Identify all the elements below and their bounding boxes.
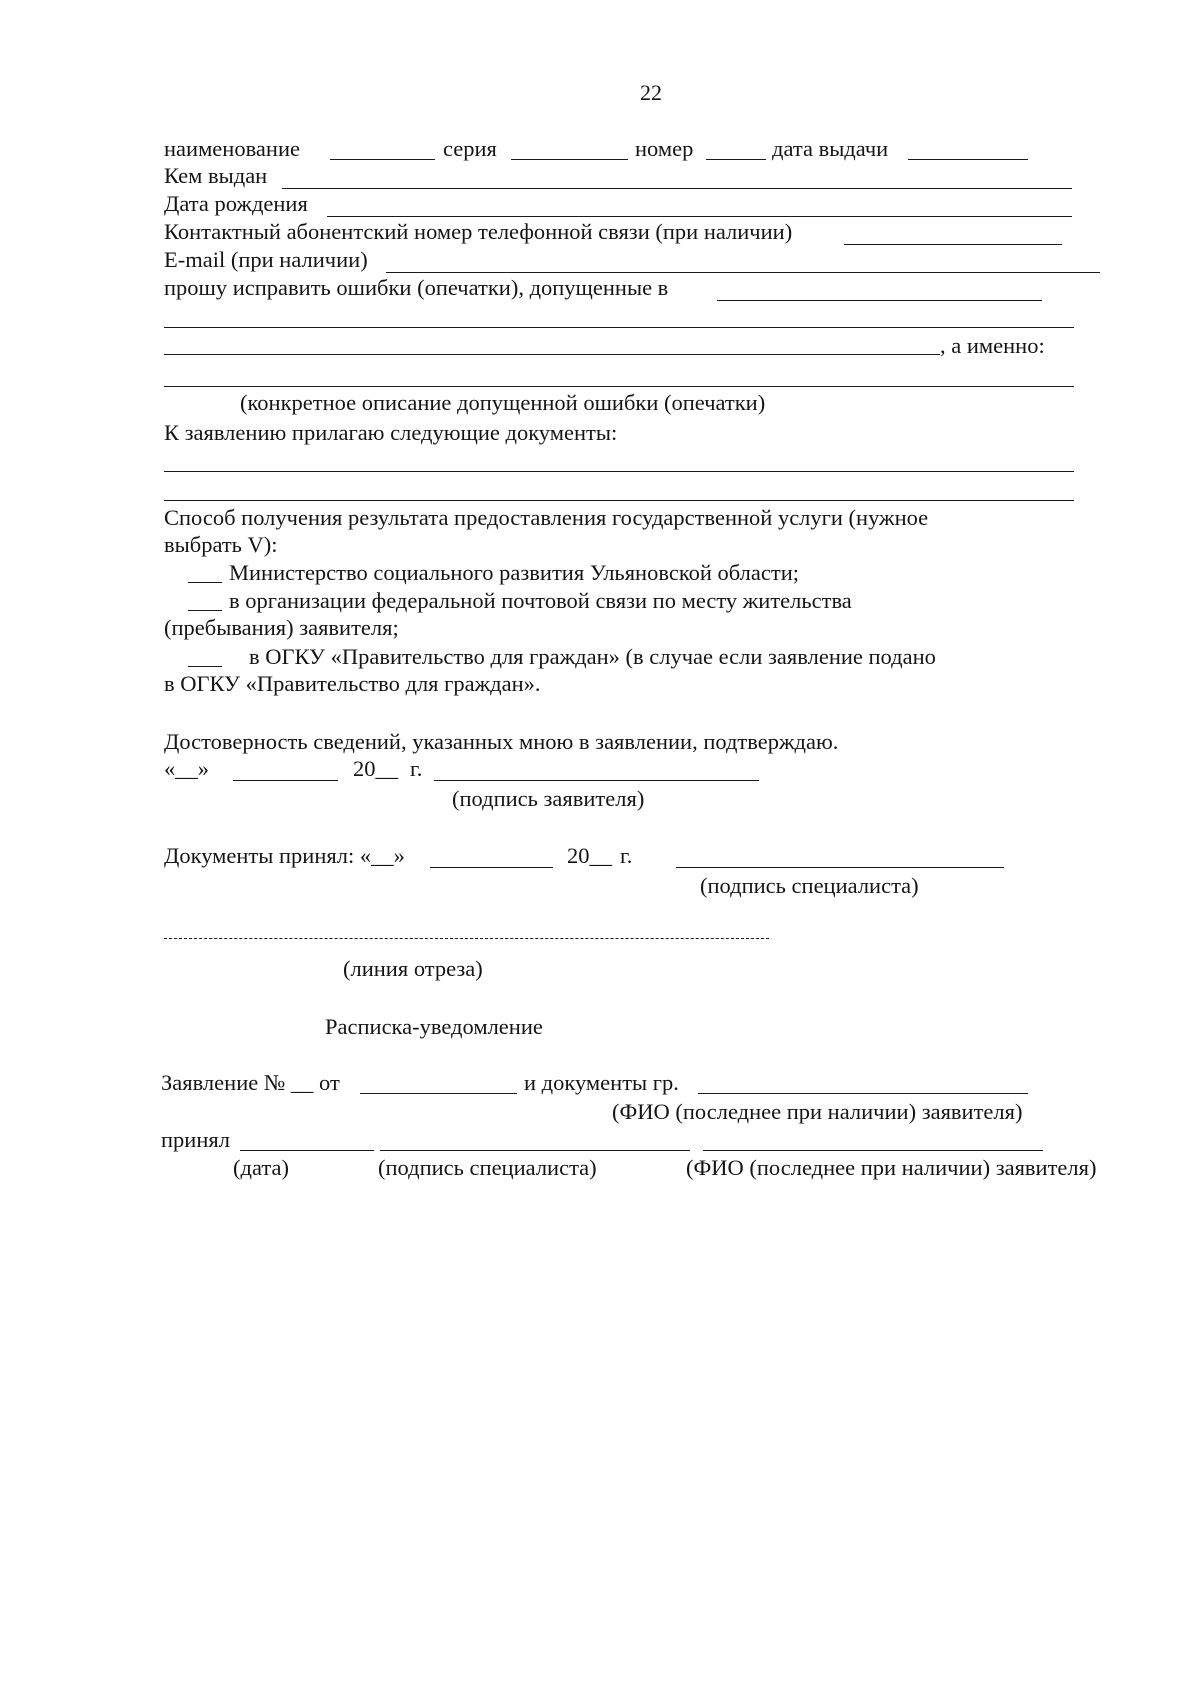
- applicant-signature-blank[interactable]: [434, 780, 759, 781]
- phone-blank[interactable]: [844, 244, 1062, 245]
- receipt-fio-caption: (ФИО (последнее при наличии) заявителя): [612, 1099, 1023, 1124]
- confirmation-year-prefix: 20__: [353, 756, 398, 781]
- receipt-fio-blank[interactable]: [698, 1093, 1028, 1094]
- specialist-signature-caption: (подпись специалиста): [700, 873, 919, 898]
- receipt-documents-label: и документы гр.: [524, 1070, 679, 1095]
- series-blank[interactable]: [511, 159, 628, 160]
- receipt-accepted-label: принял: [161, 1127, 230, 1152]
- option3-label-line2: в ОГКУ «Правительство для граждан».: [164, 671, 541, 696]
- confirmation-month-blank[interactable]: [233, 780, 338, 781]
- option2-label-line1: в организации федеральной почтовой связи по месту жительства: [229, 588, 852, 613]
- specialist-signature-blank[interactable]: [676, 867, 1004, 868]
- name-blank[interactable]: [330, 159, 435, 160]
- series-label: серия: [443, 136, 497, 161]
- birth-date-label: Дата рождения: [164, 191, 308, 216]
- confirmation-date-open: «__»: [164, 756, 209, 781]
- option1-checkbox[interactable]: [188, 582, 222, 583]
- email-label: E-mail (при наличии): [164, 247, 368, 272]
- issued-by-blank[interactable]: [282, 188, 1072, 189]
- page-number: 22: [640, 80, 662, 105]
- receipt-accepted-date-blank[interactable]: [240, 1150, 374, 1151]
- email-blank[interactable]: [386, 272, 1100, 273]
- issue-date-blank[interactable]: [908, 159, 1028, 160]
- birth-date-blank[interactable]: [327, 216, 1072, 217]
- accepted-year-prefix: 20__: [567, 843, 612, 868]
- accepted-year-suffix: г.: [620, 843, 633, 868]
- receipt-signature-caption: (подпись специалиста): [378, 1155, 597, 1180]
- receipt-fio-caption-bottom: (ФИО (последнее при наличии) заявителя): [686, 1155, 1097, 1180]
- number-label: номер: [635, 136, 694, 161]
- correction-line-3[interactable]: [164, 354, 940, 355]
- receipt-application-label: Заявление № __ от: [161, 1070, 340, 1095]
- option3-label-line1: в ОГКУ «Правительство для граждан» (в случае если заявление подано: [249, 644, 936, 669]
- attachments-line-2[interactable]: [164, 500, 1074, 501]
- phone-label: Контактный абонентский номер телефонной связи (при наличии): [164, 219, 793, 244]
- issue-date-label: дата выдачи: [772, 136, 889, 161]
- number-blank[interactable]: [706, 159, 766, 160]
- applicant-signature-caption: (подпись заявителя): [452, 786, 645, 811]
- receipt-title: Расписка-уведомление: [325, 1014, 543, 1039]
- issued-by-label: Кем выдан: [164, 163, 268, 188]
- delivery-heading-line2: выбрать V):: [164, 532, 278, 557]
- receipt-date-caption: (дата): [233, 1155, 289, 1180]
- namely-label: , а именно:: [940, 333, 1045, 358]
- correction-request-label: прошу исправить ошибки (опечатки), допущенные в: [164, 275, 669, 300]
- attachments-line-1[interactable]: [164, 471, 1074, 472]
- attachments-label: К заявлению прилагаю следующие документы:: [164, 420, 618, 445]
- option2-checkbox[interactable]: [188, 610, 222, 611]
- name-label: наименование: [164, 136, 300, 161]
- confirmation-text: Достоверность сведений, указанных мною в заявлении, подтверждаю.: [164, 729, 839, 754]
- accepted-label: Документы принял: «__»: [164, 843, 405, 868]
- confirmation-year-suffix: г.: [410, 756, 423, 781]
- accepted-month-blank[interactable]: [430, 867, 553, 868]
- correction-line-2[interactable]: [164, 327, 1074, 328]
- error-description-line[interactable]: [164, 386, 1074, 387]
- delivery-heading-line1: Способ получения результата предоставления государственной услуги (нужное: [164, 505, 929, 530]
- option2-label-line2: (пребывания) заявителя;: [164, 615, 399, 640]
- receipt-specialist-fio-blank[interactable]: [703, 1150, 1043, 1151]
- receipt-specialist-signature-blank[interactable]: [380, 1150, 690, 1151]
- option3-checkbox[interactable]: [188, 666, 222, 667]
- receipt-date-blank[interactable]: [360, 1093, 517, 1094]
- cut-line-caption: (линия отреза): [343, 956, 483, 981]
- option1-label: Министерство социального развития Ульяновской области;: [229, 560, 799, 585]
- correction-document-blank[interactable]: [717, 300, 1042, 301]
- error-description-caption: (конкретное описание допущенной ошибки (опечатки): [240, 390, 766, 415]
- cut-line: [164, 938, 769, 939]
